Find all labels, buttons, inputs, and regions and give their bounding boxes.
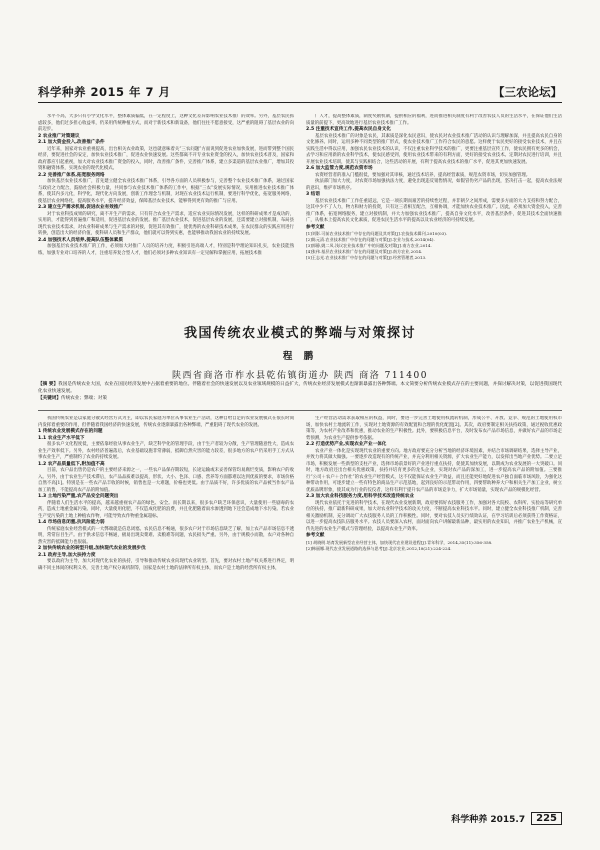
abstract-rule — [38, 410, 562, 411]
section-heading: 2.4 加强技术人员培养,提高队伍整体素质 — [38, 237, 123, 243]
article2-column-right — [306, 416, 562, 798]
body-paragraph: 对于农业科技成果的研究，离不开生产的需求，只有符合农业生产需求，适应农业实际情况发展，这样的科研成果才是成功的，实用的，才能得到普遍推广和适用，促进基层农业的发展。推广基层农业技术，促进基层农业的发展，还需要建立对接机制，布局县现代农业技术需求，对农业科研成果与生产需求的对接，促进其有效推广，使优秀的农业科研技术成果，在农民群众的实践应用进行转换，创造出大的经济价值，使科研人员和生产群众，他们就可以得到实惠，也能够推动我国农业的持续发展。 — [38, 211, 294, 236]
section-heading: 3 结语 — [306, 192, 320, 197]
section-heading: 2.2 打造优势产业,实现农业产业一体化 — [306, 442, 387, 447]
body-paragraph: 加快基层农业技术推广，首先建立健全农业技术推广体系，引导各方面的人员积极参与，完善整个农业技术推广体系，通过国家与政府之力配合，鼓励社会积极力量，共同参与农业技术推广体系的工作中，根据“三农”发展实际情况，实用推进农业技术推广体系，使其内多元化，科学化，现代化方向发展，创新工作理念与机制，对现在农业技术运行机制，要进行科学优化，拓宽服务网络，使基层农业网络化，提高服务水平，提升经济效益，保障基层农业技术，能够得到更有效的推广与应用。 — [38, 179, 294, 204]
section-heading: 2.6 加大监管力度,规范农资市场 — [306, 166, 373, 171]
keywords-paragraph — [38, 396, 562, 403]
abstract-label: 【摘 要】 — [38, 382, 59, 387]
section-heading: 参考文献 — [306, 533, 325, 538]
article1-body — [38, 114, 562, 310]
body-paragraph: 农业产业一体化是实现现代农业的重要方向。地方政府要充分分析当地的经济环境因素，并结合市场调研结果，选择主导产业，并致力将其做大做强。一要逐步改造现有的传统产业，并充分利用相关资源，扩大农业生产能力，以发挥出当地产业优势。二要立足市场，积极发展一些新型的支柱产业，选择市场前景好的产业进行重点扶持，促使其加快发展，以期成为农业发展的一大突破口。同时，地方政府还出台相关优惠政策，扶持并培育更多的龙头企业，实现对农产品的深加工，进一步提高农产品的附加值。三要推行“公司＋农户＋合作社”的农业生产经营模式，这不仅能保证农业生产效益，而且还能更好地促进农户独自面临市场风险，为强化这种带动作用，可逐步建立一些有特色的商品生产示范基地，起到良好的示范带动作用，四要帮助种养大户和相关生产加工企业，树立优质品牌形象，使其成为行业的佼佼者，这样有利于提升农产品的市场竞争力，扩大市场销量，实现农产品的规模化经营。 — [306, 448, 562, 493]
reference-entry: [4]张伟.基层农业技术推广存在的问题及对策[J].南方农业,2014. — [306, 249, 423, 254]
article-title: 我国传统农业模式的弊端与对策探讨 — [183, 326, 416, 341]
body-paragraph: 加强基层农业技术推广的工作，必须加大对推广人员的培养力度，积极引进高端人才，特别是科学理论知识扎实，农业技能熟练，加强专业对口培养的人才，注重培养复合型人才，他们必须对多种农业知识有一定见解和掌握应用，拓展技术推 — [38, 244, 294, 256]
body-paragraph: 广人才，提高整体素质，制度奖励机制，提供相应的福利，进而推进相关制度有利于改善农技人员的生活水平，在保证他们生活质量的前提下，更高效地进行基层农业技术推广工作。 — [306, 114, 562, 126]
section-label: 【三农论坛】 — [493, 85, 562, 99]
body-paragraph: 传统家庭农业经营模式的一大弊端就是信息闭塞。农民信息不畅通，很多农户对于市场信息缺乏了解，加上农产品市场信息不透明，常常盲目生产。由于供求信息不畅通，极易出现卖菜难、卖粮难等问题，农民损失严重。另外，由于规模小而散，农户对各种自然灾害的抵御能力也很弱。 — [38, 526, 294, 545]
section-heading: 1.2 农产品质量低下,附加值不高 — [38, 461, 105, 467]
section-heading: 2.1 加大资金投入,改善推广条件 — [38, 140, 105, 145]
reference-entry: [2]陈元清.农业技术推广中存在的问题与对策[J].农业与技术,2014(04). — [306, 237, 435, 242]
body-paragraph: 水平不高，大多只有小学文化水平，整体素质偏低，在一定程度上，这种文化差异影响农业技术推广的效率。另外，基层农民抓虑较多，他们过多担心收益率，仍采用传统种植方式，而对于新技术和新设备，他们往往不愿意接受，这严重的阻碍了基层农业的向前迈步。 — [38, 114, 294, 132]
body-paragraph: 目前，农户品出售仍是农户的主要经济来源之一，一些农户品保存期较短，长途运输或未妥善保管均易腐烂变质，影响农户的收入。另外，由于农业生产技术滞后，农产品品质难以提高，形状、大小、色泽、口感、营养等方面都难以达到优质的要求，市场价格自然不高[1]。特别是在一些农产品丰收的时候，销售也是一大难题，价格也更低。由于品质不好，许多优质的农产品被当作农产品加工销售，不能提高农产品的附加值。 — [38, 468, 294, 493]
body-paragraph: 基层农业技术推广工作任重道远，它是一项长期而艰苦的持续性过程，并非朝夕之间形成，需要多方面的大力支持和努力配合，这其中少不了人力，物力和财力的投资，只有这三者相互配合，互相协调，才能加快农业技术推广。因此，必须加大资金投入，完善推广体系，拓宽网络服务，建立对接机制，并大力加强农业技术推广，提高自身文化水平，改善基层条件，促进其技术全面快速推广，从根本上提高农民文化素质，促进农民生活水平的提高以及农业经济的可持续发展。 — [306, 198, 562, 223]
section-heading: 参考文献 — [306, 224, 325, 230]
abstract-text: 我国是传统农业大国，农业在国民经济发展中占据着重要的地位。伴随着社会的快速发展以及农业领域规模的日益扩大，传统农业经济发展模式也渐渐暴露出各种弊端。本文简要分析传统农业模式存在的主要问题，并探讨解决对策，以促进我国现代化农业快速发展。 — [38, 382, 562, 394]
section-heading: 2.1 政府主导,加大扶持力度 — [38, 552, 96, 558]
section-heading: 2.3 加大农业科技服务力度,用科学技术改造传统农业 — [306, 494, 414, 499]
section-heading: 2.2 完善推广体系,拓宽服务网络 — [38, 172, 105, 178]
reference-entry: [2]韩丽娜.现代农业发展道路的选择与思考[J].北京农业,2012,18(21):224-224. — [306, 545, 452, 551]
footer-journal-label: 科学种养 2015.7 — [451, 815, 526, 825]
section-heading: 2.3 建立生产需求机制,促进农业有效推广 — [38, 205, 123, 210]
body-paragraph: 农资经营者的准入门槛很低，要加强对其审核，通过技术培养，提高经营素质，规范农资市场，切实加强管理。 — [315, 172, 531, 178]
reference-entry: [1]刘影.可前农业技术推广中存在的问题及其对策[J].农技技术辑刊,2010(03). — [306, 231, 448, 236]
page-footer — [451, 812, 562, 825]
article2-column-left — [38, 416, 294, 798]
article-author: 程 鹏 — [282, 351, 318, 362]
body-paragraph: 很多农户文化程度低，主要依靠经验从事农业生产，缺乏科学化的管理手段，由于生产者较为分散，生产管理随意性大，造成农业生产效率低下。另外，农村经济普遍落后，农业基础设施非常薄弱，抵御自然灾害的能力较差，很多地方的农户仍采用手工方式从事农业生产，严重制约了农业的持续发展。 — [38, 442, 294, 460]
abstract-paragraph — [38, 382, 562, 396]
section-heading: 1 传统农业发展模式存在的问题 — [38, 429, 103, 434]
article2-title-block — [38, 322, 562, 381]
keywords-text: 传统农业；弊端；对策 — [60, 395, 107, 401]
section-heading: 2 农业推广对策建议 — [38, 133, 80, 139]
section-heading: 1.1 农业生产水平低下 — [38, 435, 85, 441]
reference-entry: [5]王志光.农业技术推广中存在的问题与对策[J].经营管理者,2013. — [306, 255, 427, 260]
body-paragraph: 生产经营活动需求获取相应的权益，同时，要进一步完善土地使用权流转机制，形成公平、开放、竞争、规范的土地使用权市场，加快农村土地流转工作，实现对土地资源的有效配置和合理的优化配置[2]。其次，政府要制定相关扶持政策，通过税收优惠政策等，为农村产业改革和优惠，推动农业的生产积极性。此外，要积极信息平台，及时发布农产品市场信息，并做好农产品的市场走势预测，为农业生产提供参考依据。 — [306, 416, 562, 441]
body-paragraph: 我国传统农业是以家庭分散式经营方式为主，即以农民家庭为单位从事农业生产活动，这种自给自足的农业发展模式在很长时间内发挥着重要的作用，但伴随着我国经济的快速发展，传统农业逐渐暴露出各种弊端，严重阻碍了现代农业的发展。 — [38, 416, 294, 428]
article-affiliation: 陕西省商洛市柞水县乾佑镇街道办 陕西 商洛 711400 — [172, 371, 428, 381]
journal-issue-label: 科学种养 2015 年 7 月 — [38, 85, 171, 99]
body-paragraph: 基层农业技术推广的对象是农民，其素质是深化农民意识，使农民对农业技术推广活动的认识与理解加深，并且提高农民自身的文化修养。同时，运用多种不同类型的推广形式，使农业技术推广工作符合农民的意愿。这样便于农民更好的接受农业技术，并且在实践生活中得以应用，加强农民农业技术的认识，不仅注重农业科学技术的推广，更要注重基层宣传工作，使农民拥有更多的机会，去学习和应用新的农业科学技术，使农民感受到，使用农业技术带来的有利方面，更好的接受农业技术。定期对农民进行培训，并且开展农业技术培训，使其与实践相结合，这些活动的开展，有利于提高农业技术的推广水平，促进其更加快速发展。 — [306, 133, 562, 165]
article1-column-right — [306, 114, 562, 310]
section-heading: 1.4 市场信息闭塞,抗风险能力弱 — [38, 520, 105, 525]
section-heading: 2.5 注重技术宣传工作,提高农民自身文化 — [306, 127, 391, 132]
section-heading: 1.3 土地污染严重,农产品安全问题突出 — [38, 494, 119, 499]
section-heading: 2 加快传统农业的转型升级,加快现代农业的发展步伐 — [38, 546, 146, 551]
body-paragraph: 现代农业依托于先进的科学技术，在现代农业发展新期，政府要抓好农技服务工作，加强对各大院校、农科所、实验站等研究单位的扶持，推广最新科研成果，加大对农业科学技术的攻关力度，不断提高农业科技水平。同时，建立健全农业科技推广机制，完善相关激励机制，充分调动广大农技服务人员的工作积极性。同时，要对农技人员实行绩效认证，在学习培训后必须获得工作资格证，以进一步提高农技队伍服务水平。农技人员要深入农村，面对面向农户讲解最新品种，最实用的农业知识，并推广农业生产机械，宣传先进的农业生产模式与管理经验，以提高农业生产效率。 — [306, 500, 562, 532]
article1-column-left — [38, 114, 294, 310]
article2-body — [38, 416, 562, 798]
header-rule — [38, 102, 562, 103]
body-paragraph: 近年来，国家对农业重视提高，出台相关农业政策，这也就意味着关“三农问题”方面说到促进农业加快发展，进而带到整个国民经济，要促进社会的安定，加快农业技术推广，促进农业快速发展。这些都离不开专业农业资金的投入，加快农业技术普及，国家和政府都应引起重视，加大对农业技术推广资金的投入，同时，改善推广条件，完善推广体系，建立多渠道的基层农业推广，增加其投资和融资体系，实现农业的现代化模式。 — [38, 146, 294, 171]
reference-entry: [3]郭静,姚二凤.浅议农业技术推广中的问题及对策[J].南方农业,2014. — [306, 243, 432, 248]
reference-entry: [1] 胡晓明.培育发展新型农业经营主体，加快现代农业建设进程[J].青年科学，2014,35(11):356-358. — [306, 539, 493, 545]
body-paragraph: 伴随着人们生活水平的提高，越来越重视农产品的绿色、安全。而长期以来，很多农户缺乏环保意识，大量使用一些剧毒的农药，造成土地重金属污染。同时，大量使用化肥，不仅造成化肥的浪费，并且化肥随着雨水渗透到地下还会造成地下水污染。若农业生产受污染的土地上种植农作物，可能导致农作物重金属超标。 — [38, 500, 294, 519]
keywords-label: 【关键词】 — [38, 395, 61, 401]
body-paragraph: 要以政府为主导，加大对现代化农业的扶持，引导和推动传统农业向现代农业转型。首先，要对农村土地产权关系进行界定，明确不同主体间的权利义务，完善土地产权分离机制等，国家是农村土地的法律所有权主体，而农户是土地的经营所有权主体， — [38, 559, 294, 571]
article2-abstract — [38, 382, 562, 402]
page-number: 225 — [531, 812, 562, 825]
body-paragraph: 执法部门加大力度，对农资市场加强执法力度，避免出现违反销售情况，如假冒伪劣产品的出现，坚决打击一起，提高农业法规的意识，维护市场秩序。 — [306, 179, 562, 191]
page-header — [38, 84, 562, 106]
